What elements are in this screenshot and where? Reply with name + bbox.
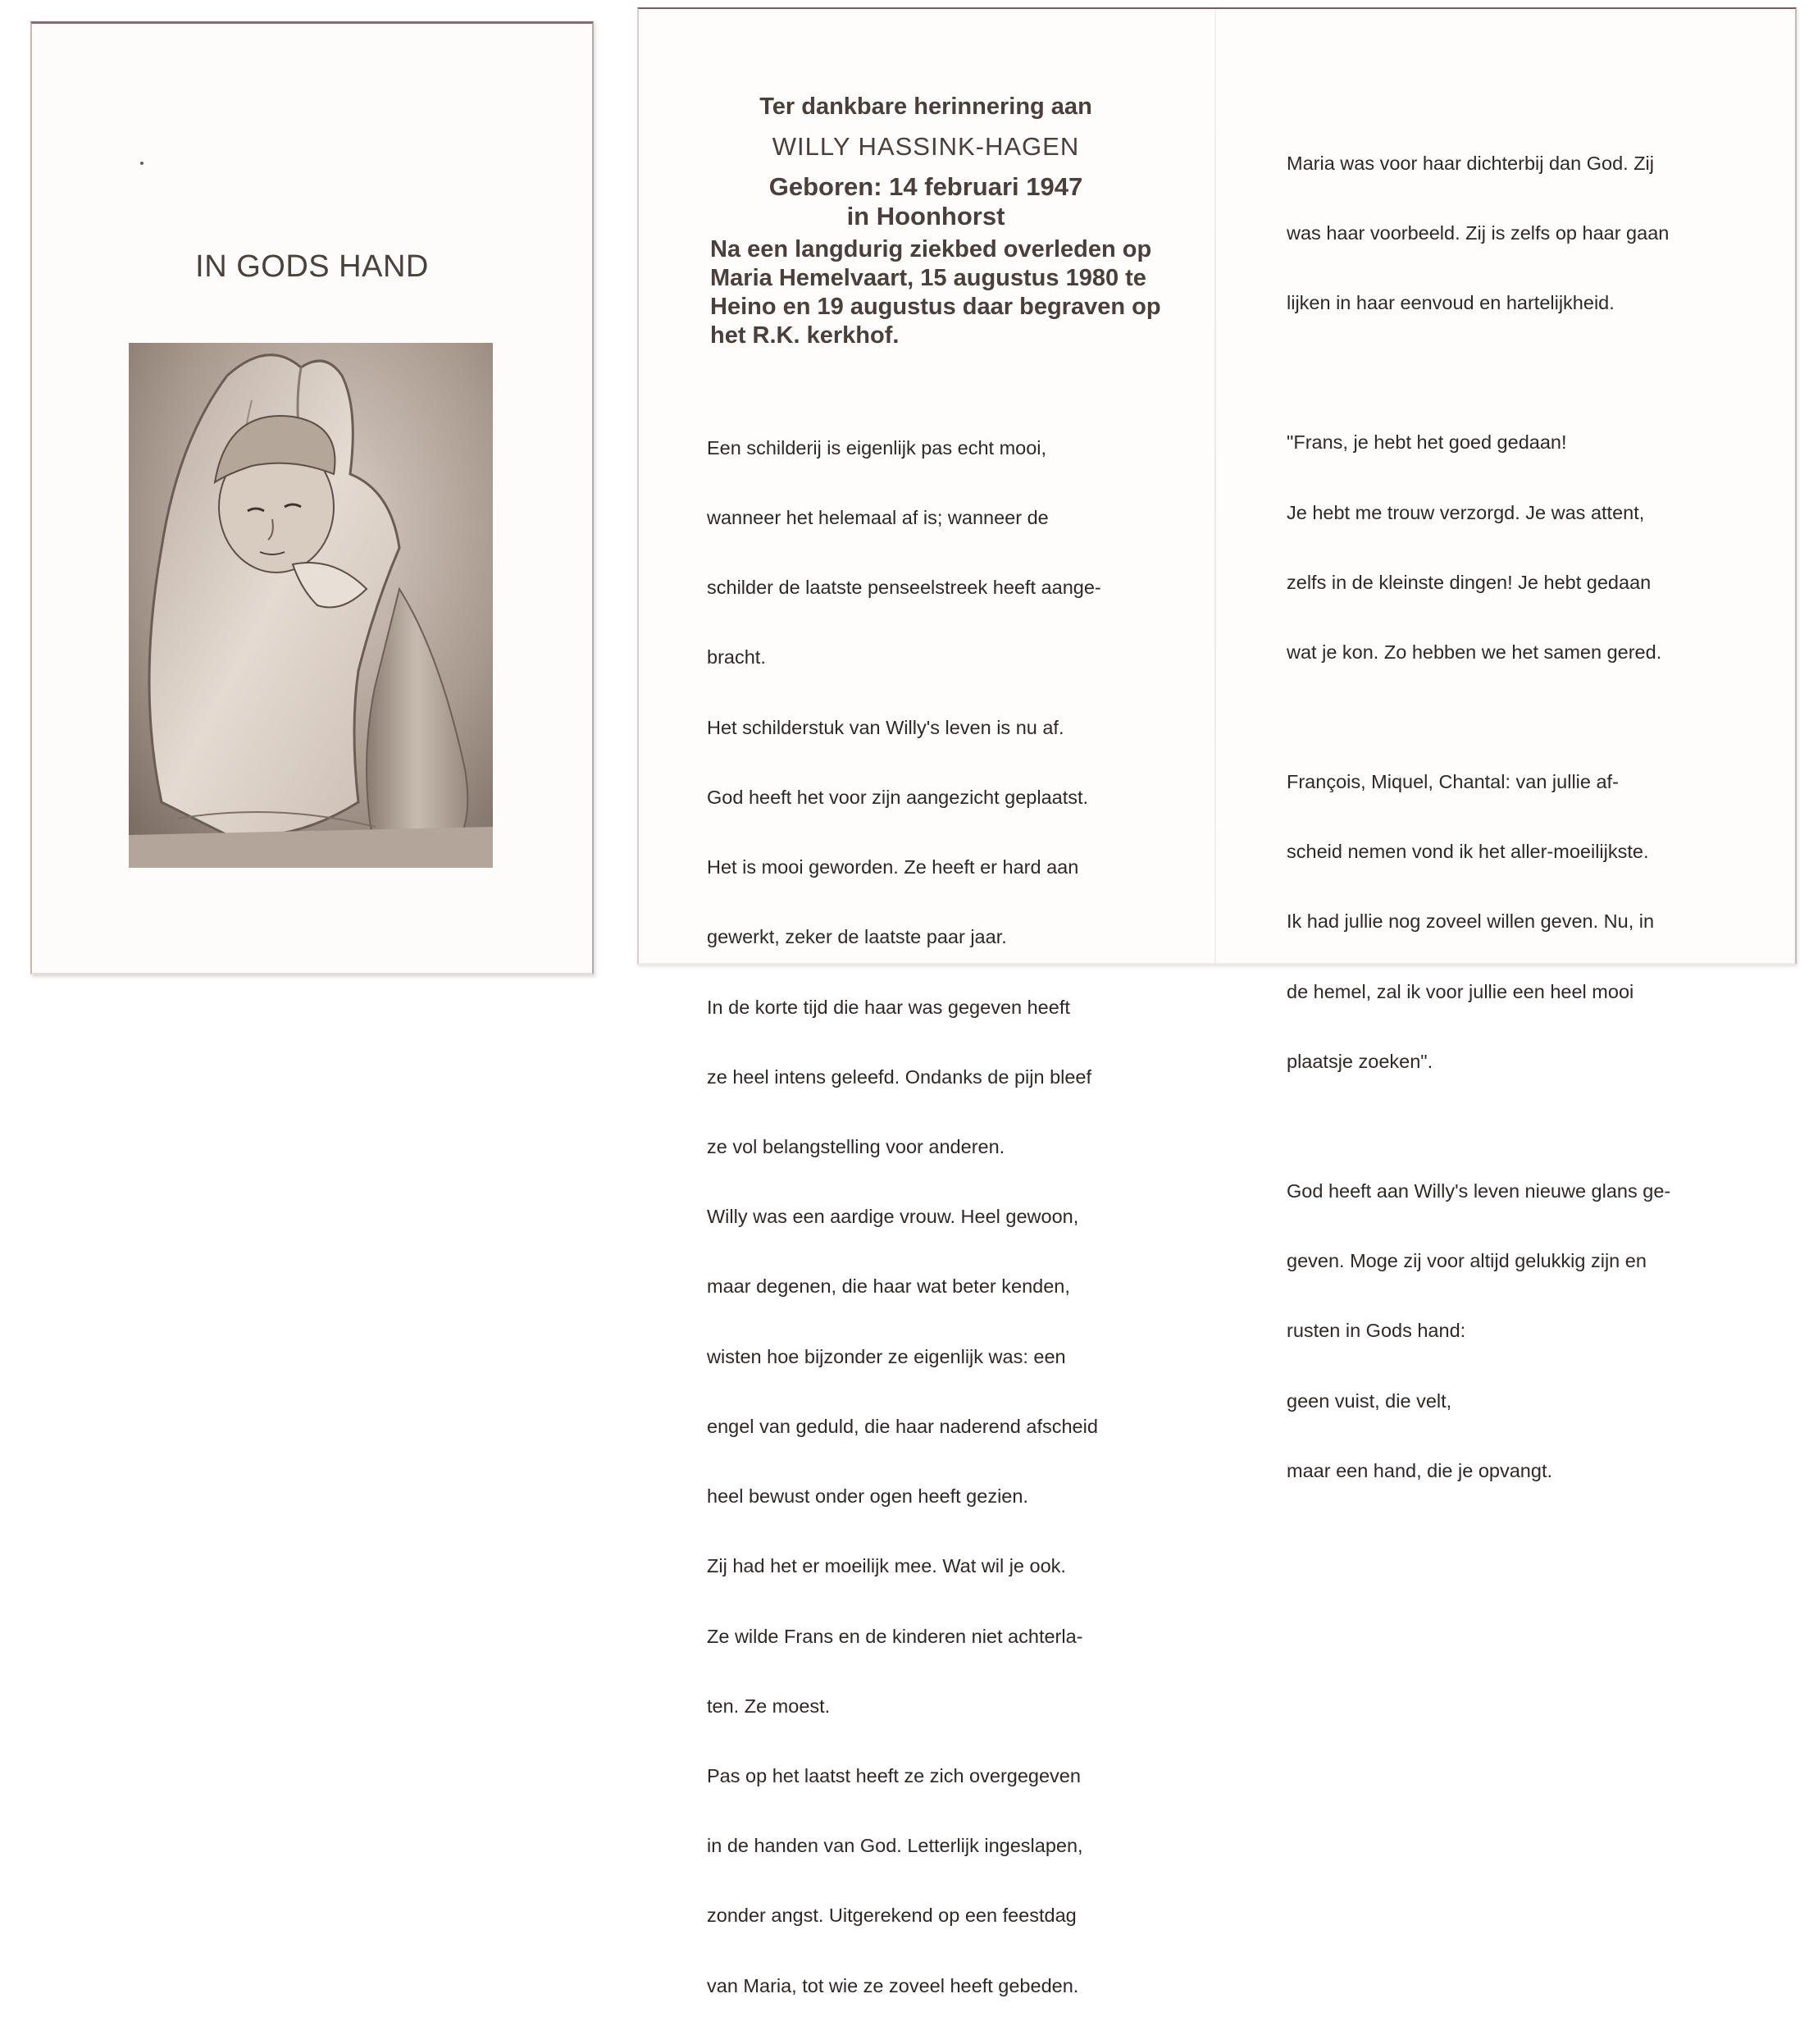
speck [140, 162, 144, 165]
died-line: het R.K. kerkhof. [710, 322, 900, 349]
text-line: zonder angst. Uitgerekend op een feestdag [707, 1905, 1077, 1927]
text-line: plaatsje zoeken". [1287, 1050, 1433, 1072]
text-line: Pas op het laatst heeft ze zich overgegeven [707, 1764, 1081, 1786]
text-line: wisten hoe bijzonder ze eigenlijk was: een [707, 1345, 1066, 1367]
text-line: geven. Moge zij voor altijd gelukkig zijn en [1287, 1250, 1647, 1272]
text-line: God heeft het voor zijn aangezicht geplaatst. [707, 786, 1089, 808]
text-line: geen vuist, die velt, [1287, 1389, 1452, 1412]
text-line: God heeft aan Willy's leven nieuwe glans ge- [1287, 1179, 1671, 1202]
text-line: lijken in haar eenvoud en hartelijkheid. [1287, 292, 1615, 314]
text-line: in de handen van God. Letterlijk ingeslapen, [707, 1835, 1083, 1857]
died-line: Maria Hemelvaart, 15 augustus 1980 te [710, 265, 1146, 291]
text-line: In de korte tijd die haar was gegeven heeft [707, 996, 1070, 1018]
text-line: heel bewust onder ogen heeft gezien. [707, 1485, 1028, 1508]
heading-place: in Hoonhorst [846, 202, 1005, 230]
text-line: scheid nemen vond ik het aller-moeilijkste. [1287, 841, 1649, 863]
text-line: engel van geduld, die haar naderend afscheid [707, 1415, 1098, 1437]
text-line: Ze wilde Frans en de kinderen niet achterla- [707, 1625, 1083, 1647]
heading-died [710, 235, 1169, 350]
text-line: de hemel, zal ik voor jullie een heel mooi [1287, 980, 1634, 1002]
fold-line [1214, 9, 1216, 963]
text-line: ten. Ze moest. [707, 1695, 831, 1717]
text-line: schilder de laatste penseelstreek heeft aange- [707, 577, 1101, 599]
heading-name: WILLY HASSINK-HAGEN [772, 132, 1080, 161]
text-line: ze vol belangstelling voor anderen. [707, 1136, 1005, 1157]
text-line: Ik had jullie nog zoveel willen geven. Nu, in [1287, 910, 1655, 933]
text-line: Een schilderij is eigenlijk pas echt mooi, [707, 436, 1047, 459]
sculpture-photo [129, 343, 493, 868]
memorial-text-right [1287, 105, 1670, 1529]
card-front [30, 21, 594, 974]
text-line: maar degenen, die haar wat beter kenden, [707, 1275, 1070, 1298]
text-line: Maria was voor haar dichterbij dan God. Zij [1287, 152, 1655, 174]
text-line: Het schilderstuk van Willy's leven is nu af. [707, 716, 1064, 738]
text-line: Willy was een aardige vrouw. Heel gewoon, [707, 1206, 1079, 1228]
text-line: Je hebt me trouw verzorgd. Je was attent, [1287, 501, 1645, 523]
text-line: gewerkt, zeker de laatste paar jaar. [707, 926, 1007, 948]
text-line: maar een hand, die je opvangt. [1287, 1459, 1553, 1481]
text-line: François, Miquel, Chantal: van jullie af- [1287, 770, 1619, 792]
text-line: "Frans, je hebt het goed gedaan! [1287, 431, 1567, 454]
sculpture-photo-icon [129, 343, 493, 868]
text-line: van Maria, tot wie ze zoveel heeft gebeden. [707, 1974, 1079, 1996]
text-line: ze heel intens geleefd. Ondanks de pijn bleef [707, 1065, 1092, 1088]
text-line: Zij had het er moeilijk mee. Wat wil je ook. [707, 1555, 1066, 1577]
died-line: Na een langdurig ziekbed overleden op [710, 236, 1152, 262]
text-line: wat je kon. Zo hebben we het samen gered. [1287, 641, 1662, 663]
card-title: IN GODS HAND [195, 249, 429, 284]
text-line: Het is mooi geworden. Ze heeft er hard aan [707, 856, 1079, 878]
text-line: was haar voorbeeld. Zij is zelfs op haar gaan [1287, 222, 1670, 244]
text-line: zelfs in de kleinste dingen! Je hebt gedaan [1287, 571, 1652, 593]
heading-dedication: Ter dankbare herinnering aan [759, 94, 1092, 120]
text-line: wanneer het helemaal af is; wanneer de [707, 507, 1049, 529]
memorial-text-left [707, 390, 1101, 2044]
died-line: Heino en 19 augustus daar begraven op [710, 294, 1161, 320]
text-line: bracht. [707, 646, 766, 668]
card-inside [637, 7, 1797, 1996]
text-line: rusten in Gods hand: [1287, 1320, 1466, 1342]
heading-born: Geboren: 14 februari 1947 [768, 172, 1083, 201]
